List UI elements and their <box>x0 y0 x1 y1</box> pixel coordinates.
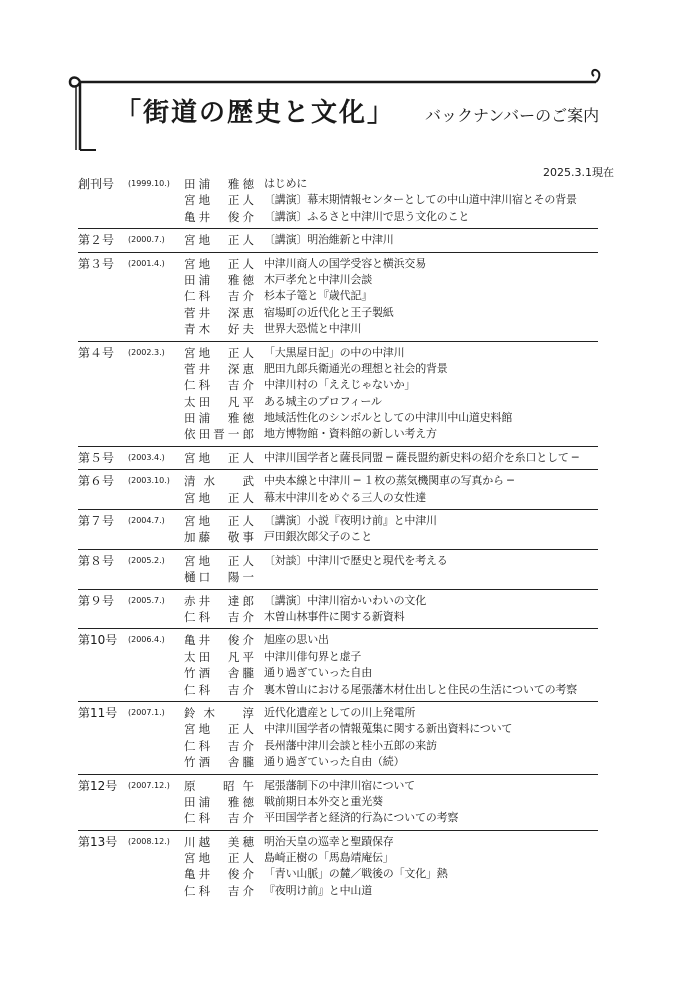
article-author: 宮地 正人 <box>184 851 254 866</box>
article-row <box>78 176 598 192</box>
article-author: 田浦 雅徳 <box>184 272 254 287</box>
article-author: 田浦 雅徳 <box>184 794 254 809</box>
article-title: 旭座の思い出 <box>264 633 329 647</box>
issue-number: 第７号 <box>78 514 115 529</box>
article-row <box>78 834 598 850</box>
article-title: 〔講演〕小説『夜明け前』と中津川 <box>264 514 437 528</box>
issue-date: (2002.3.) <box>128 347 165 357</box>
article-row <box>78 192 598 208</box>
issue-number: 第11号 <box>78 705 118 720</box>
page-subtitle: バックナンバーのご案内 <box>425 106 600 125</box>
article-row <box>78 256 598 272</box>
issue-number: 第８号 <box>78 553 115 568</box>
issue-number: 第３号 <box>78 256 115 271</box>
article-row <box>78 377 598 393</box>
article-title: 通り過ぎていった自由 <box>264 666 372 680</box>
article-row <box>78 450 598 466</box>
article-author: 宮地 正人 <box>184 490 254 505</box>
article-row <box>78 232 598 248</box>
article-row <box>78 513 598 529</box>
issue-block <box>78 341 598 446</box>
issue-block <box>78 701 598 774</box>
article-author: 赤井 達郎 <box>184 593 254 608</box>
article-title: 宿場町の近代化と王子製紙 <box>264 305 394 319</box>
article-title: 島崎正樹の「馬島靖庵伝」 <box>264 851 394 865</box>
article-author: 宮地 正人 <box>184 193 254 208</box>
issue-date: (2003.4.) <box>128 452 165 462</box>
article-row <box>78 394 598 410</box>
page-title: 「街道の歴史と文化」 <box>115 98 396 128</box>
article-author: 宮地 正人 <box>184 345 254 360</box>
article-author: 田浦 雅徳 <box>184 411 254 426</box>
article-title: 裏木曽山における尾張藩木材仕出しと住民の生活についての考察 <box>264 682 577 696</box>
article-title: 〔講演〕ふるさと中津川で思う文化のこと <box>264 209 470 223</box>
issue-number: 第２号 <box>78 233 115 248</box>
article-title: 中津川商人の国学受容と横浜交易 <box>264 256 426 270</box>
issue-block <box>78 830 598 903</box>
article-author: 仁科 吉介 <box>184 378 254 393</box>
article-title: 中津川国学者と薩長同盟 ─ 薩長盟約新史料の紹介を糸口として ─ <box>264 450 579 464</box>
issue-block <box>78 774 598 830</box>
issue-block <box>78 469 598 509</box>
article-author: 仁科 吉介 <box>184 609 254 624</box>
article-row <box>78 321 598 337</box>
article-author: 川越 美穂 <box>184 834 254 849</box>
issue-block <box>78 589 598 629</box>
article-row <box>78 410 598 426</box>
article-title: 肥田九郎兵衛通光の理想と社会的背景 <box>264 361 448 375</box>
article-author: 仁科 吉介 <box>184 738 254 753</box>
article-author: 亀井 俊介 <box>184 209 254 224</box>
article-row <box>78 272 598 288</box>
issue-date: (2003.10.) <box>128 476 170 486</box>
article-title: 世界大恐慌と中津川 <box>264 322 362 336</box>
article-title: 〔講演〕中津川宿かいわいの文化 <box>264 593 426 607</box>
article-author: 田浦 雅徳 <box>184 177 254 191</box>
issue-date: (2006.4.) <box>128 635 165 645</box>
article-author: 亀井 俊介 <box>184 867 254 882</box>
issue-block <box>78 176 598 228</box>
article-row <box>78 473 598 489</box>
article-title: 「大黒屋日記」の中の中津川 <box>264 345 405 359</box>
article-title: 中央本線と中津川 ─ １枚の蒸気機関車の写真から ─ <box>264 474 514 488</box>
issue-list <box>78 176 598 902</box>
issue-date: (2005.7.) <box>128 595 165 605</box>
issue-number: 第４号 <box>78 345 115 360</box>
issue-date: (2005.2.) <box>128 555 165 565</box>
issue-number: 第６号 <box>78 474 115 489</box>
article-title: 杉本子篭と『歳代記』 <box>264 289 372 303</box>
article-row <box>78 738 598 754</box>
article-author: 竹酒 舎朧 <box>184 666 254 681</box>
article-author: 青木 好夫 <box>184 322 254 337</box>
article-title: ある城主のプロフィール <box>264 394 382 408</box>
article-author: 菅井 深恵 <box>184 361 254 376</box>
article-title: 中津川俳句界と虚子 <box>264 649 362 663</box>
article-author: 清水 武 <box>184 474 254 489</box>
article-title: 長州藩中津川会談と桂小五郎の来訪 <box>264 738 437 752</box>
article-title: 地方博物館・資料館の新しい考え方 <box>264 427 437 441</box>
issue-date: (2004.7.) <box>128 516 165 526</box>
issue-block <box>78 628 598 701</box>
article-row <box>78 705 598 721</box>
article-row <box>78 305 598 321</box>
article-row <box>78 850 598 866</box>
article-row <box>78 345 598 361</box>
article-row <box>78 794 598 810</box>
article-row <box>78 883 598 899</box>
article-title: 中津川国学者の情報蒐集に関する新出資料について <box>264 722 513 736</box>
article-author: 仁科 吉介 <box>184 682 254 697</box>
article-author: 鈴木 淳 <box>184 705 254 720</box>
article-title: 〔講演〕幕末期情報センターとしての中山道中津川宿とその背景 <box>264 193 577 207</box>
issue-block <box>78 252 598 341</box>
article-row <box>78 810 598 826</box>
article-author: 宮地 正人 <box>184 722 254 737</box>
issue-number: 第12号 <box>78 778 118 793</box>
article-title: 戸田銀次郎父子のこと <box>264 530 372 544</box>
issue-number: 第５号 <box>78 450 115 465</box>
article-title: はじめに <box>264 177 308 190</box>
issue-block <box>78 228 598 251</box>
article-author: 竹酒 舎朧 <box>184 755 254 770</box>
article-title: 尾張藩制下の中津川宿について <box>264 778 415 792</box>
article-title: 明治天皇の巡幸と聖蹟保存 <box>264 834 394 848</box>
article-row <box>78 569 598 585</box>
issue-date: (2007.12.) <box>128 780 170 790</box>
article-author: 仁科 吉介 <box>184 811 254 826</box>
article-row <box>78 721 598 737</box>
article-row <box>78 288 598 304</box>
issue-number: 創刊号 <box>78 177 115 191</box>
article-row <box>78 553 598 569</box>
issue-block <box>78 509 598 549</box>
article-row <box>78 529 598 545</box>
article-author: 亀井 俊介 <box>184 633 254 648</box>
article-row <box>78 209 598 225</box>
article-author: 依田晋一郎 <box>184 427 254 442</box>
issue-date: (2001.4.) <box>128 258 165 268</box>
article-author: 太田 凡平 <box>184 649 254 664</box>
article-title: 木曽山林事件に関する新資料 <box>264 609 405 623</box>
article-row <box>78 778 598 794</box>
article-row <box>78 361 598 377</box>
article-author: 宮地 正人 <box>184 553 254 568</box>
article-author: 樋口 陽一 <box>184 570 254 585</box>
article-title: 近代化遺産としての川上発電所 <box>264 705 416 719</box>
article-row <box>78 866 598 882</box>
issue-date: (2000.7.) <box>128 235 165 245</box>
article-row <box>78 609 598 625</box>
issue-number: 第９号 <box>78 593 115 608</box>
article-author: 宮地 正人 <box>184 256 254 271</box>
article-row <box>78 649 598 665</box>
article-row <box>78 632 598 648</box>
article-author: 菅井 深恵 <box>184 305 254 320</box>
article-title: 木戸孝允と中津川会談 <box>264 272 372 286</box>
article-author: 太田 凡平 <box>184 394 254 409</box>
article-row <box>78 490 598 506</box>
issue-block <box>78 446 598 469</box>
article-row <box>78 593 598 609</box>
issue-number: 第10号 <box>78 633 118 648</box>
article-author: 原 昭午 <box>184 778 254 793</box>
issue-date: (2008.12.) <box>128 836 170 846</box>
article-title: 中津川村の「ええじゃないか」 <box>264 378 416 392</box>
article-row <box>78 682 598 698</box>
title-scroll-frame <box>0 0 700 160</box>
article-author: 仁科 吉介 <box>184 289 254 304</box>
issue-date: (2007.1.) <box>128 707 165 717</box>
issue-date: (1999.10.) <box>128 179 170 188</box>
article-title: 通り過ぎていった自由（続） <box>264 755 405 769</box>
issue-block <box>78 549 598 589</box>
article-author: 加藤 敬事 <box>184 530 254 545</box>
article-author: 仁科 吉介 <box>184 883 254 898</box>
article-row <box>78 754 598 770</box>
as-of-date: 2025.3.1現在 <box>543 166 614 179</box>
article-row <box>78 665 598 681</box>
article-title: 幕末中津川をめぐる三人の女性達 <box>264 490 426 504</box>
article-title: 戦前期日本外交と重光葵 <box>264 794 383 808</box>
article-row <box>78 426 598 442</box>
article-title: 「青い山脈」の麓／戦後の「文化」熱 <box>264 867 448 881</box>
article-title: 地域活性化のシンボルとしての中津川中山道史料館 <box>264 411 513 425</box>
article-author: 宮地 正人 <box>184 514 254 529</box>
article-author: 宮地 正人 <box>184 233 254 248</box>
article-title: 〔対談〕中津川で歴史と現代を考える <box>264 553 448 567</box>
article-title: 平田国学者と経済的行為についての考察 <box>264 811 459 825</box>
article-title: 『夜明け前』と中山道 <box>264 883 372 897</box>
issue-number: 第13号 <box>78 834 118 849</box>
article-title: 〔講演〕明治維新と中津川 <box>264 233 394 247</box>
article-author: 宮地 正人 <box>184 450 254 465</box>
